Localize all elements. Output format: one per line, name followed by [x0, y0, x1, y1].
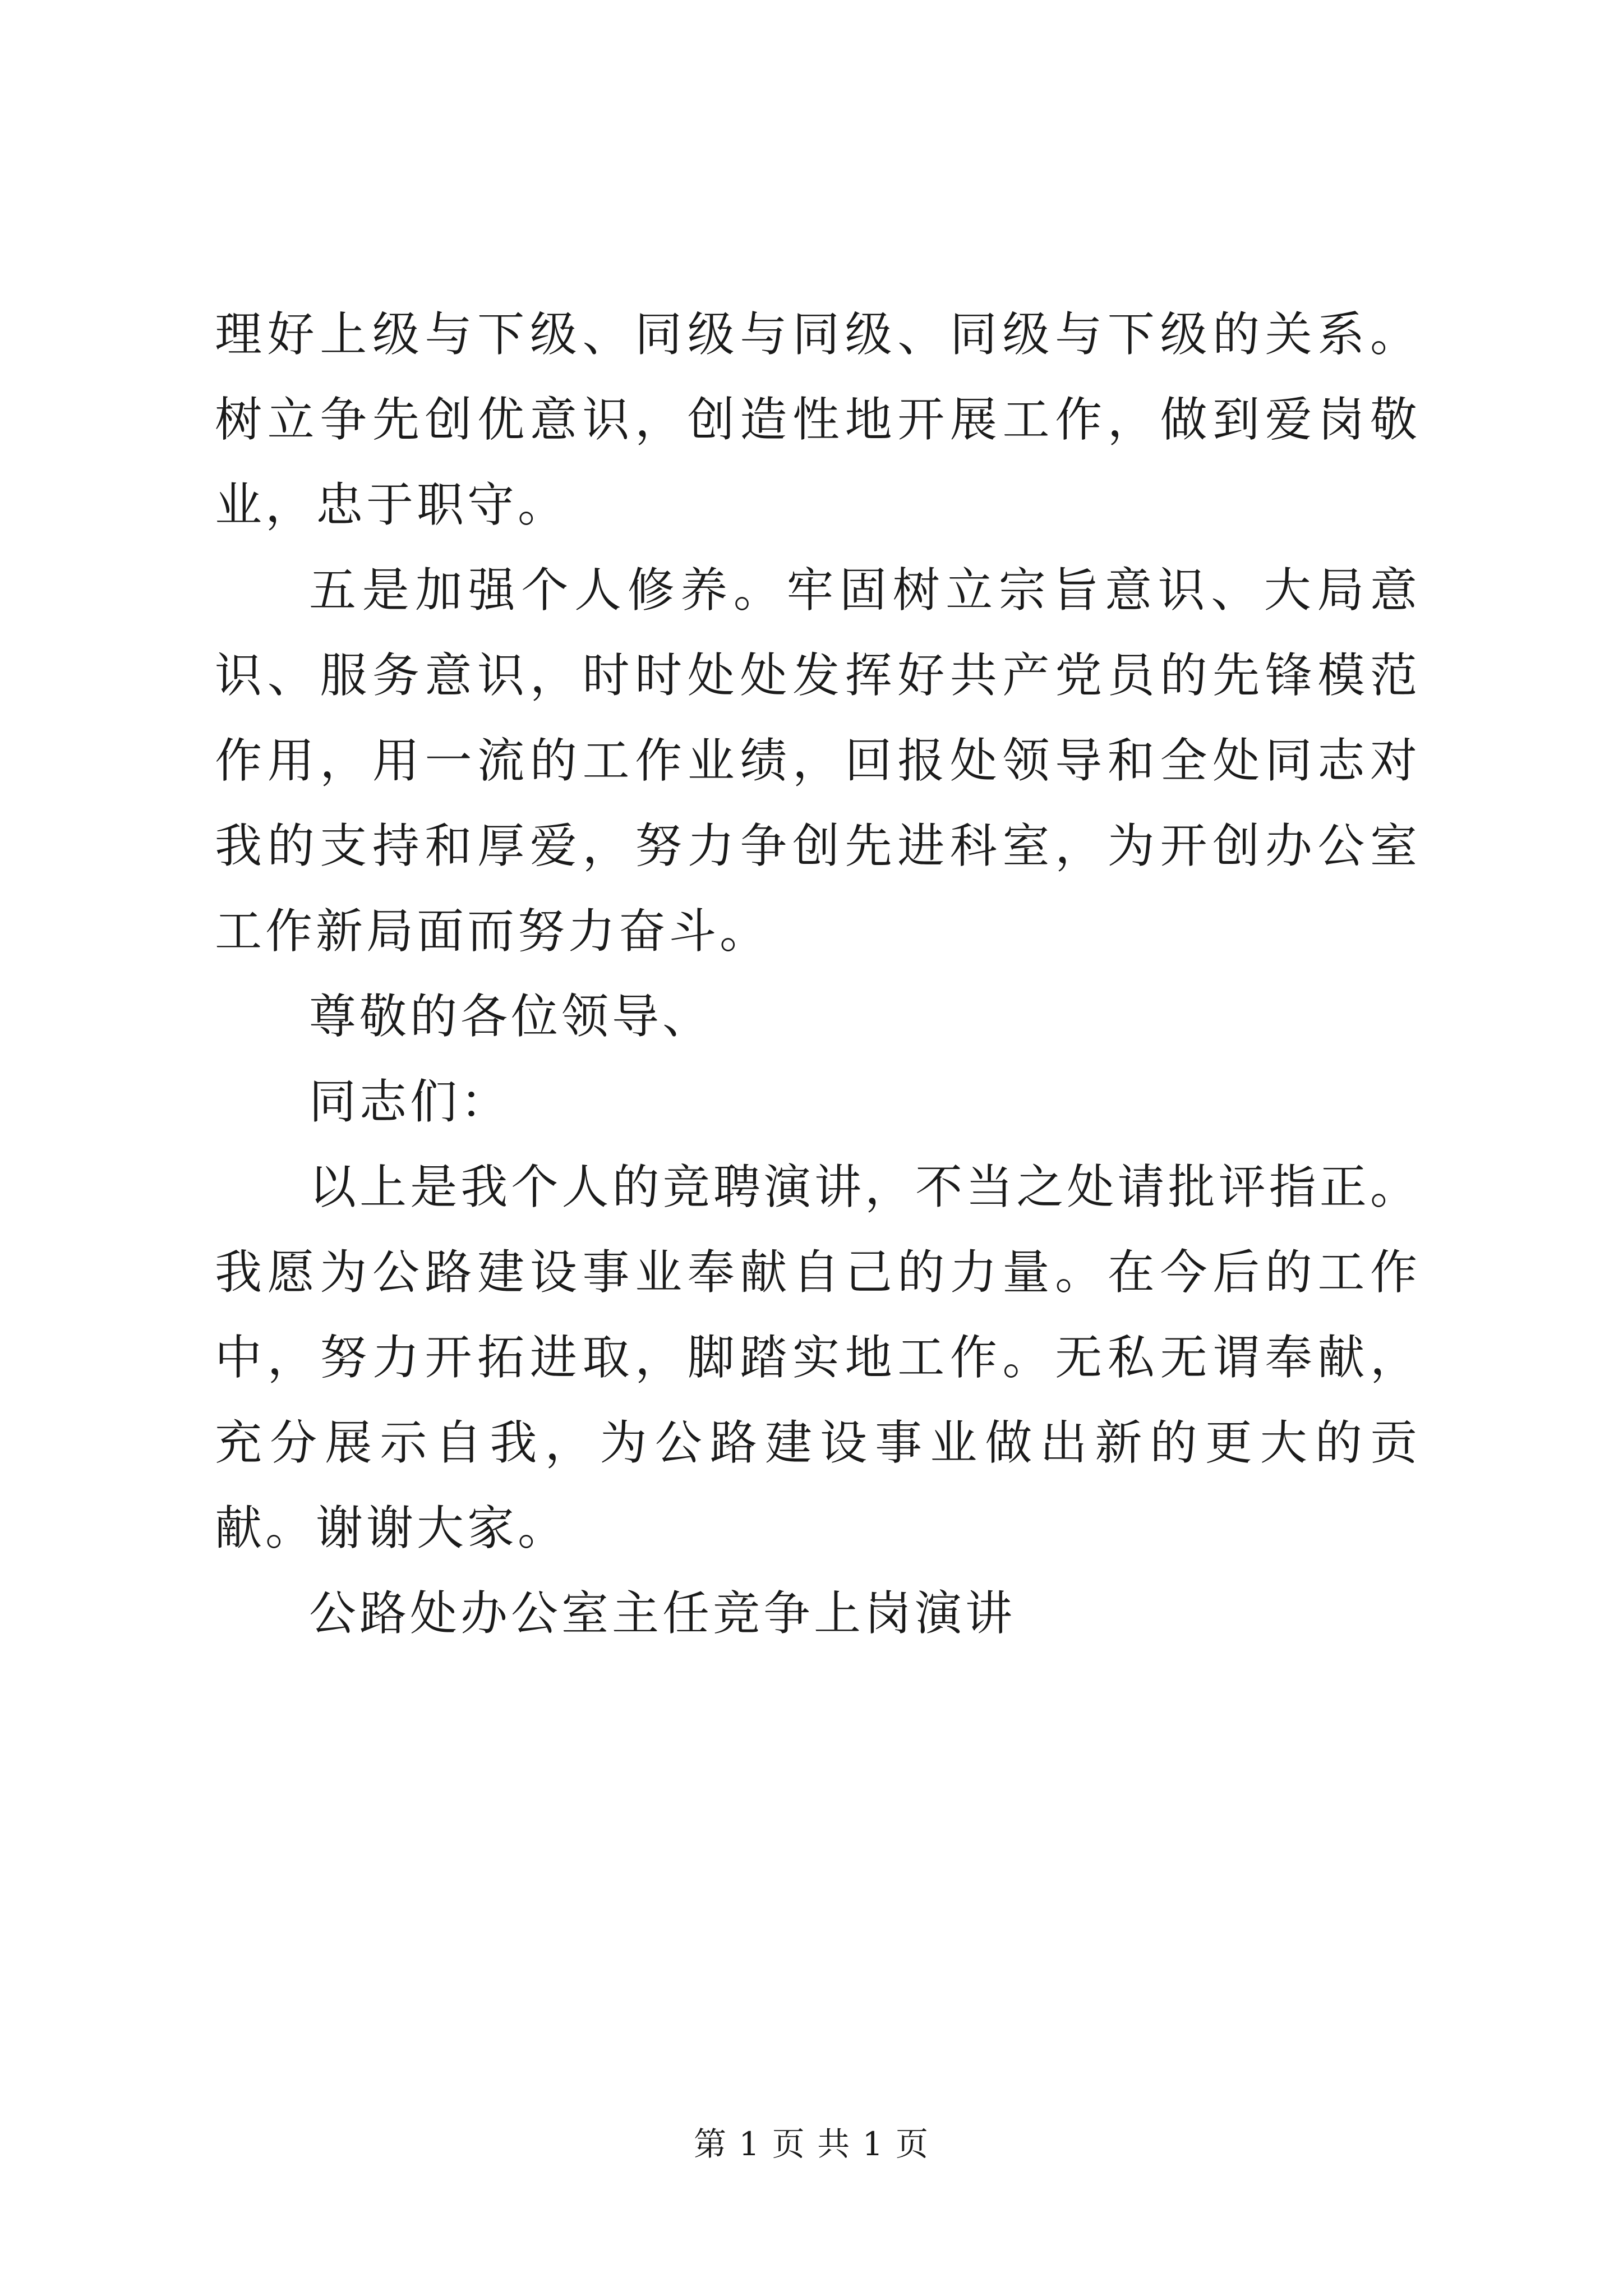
paragraph-salutation-comrades: 同志们： — [309, 1074, 511, 1129]
paragraph-closing: 以上是我个人的竞聘演讲，不当之处请批评指正。我愿为公路建设事业奉献自己的力量。在今后的工作中，努力开拓进取，脚踏实地工作。无私无谓奉献，充分展示自我，为公路建设事业做出新的更大的贡献。谢谢大家。 — [215, 1159, 1421, 1556]
paragraph-personal-cultivation: 五是加强个人修养。牢固树立宗旨意识、大局意识、服务意识，时时处处发挥好共产党员的先锋模范作用，用一流的工作业绩，回报处领导和全处同志对我的支持和厚爱，努力争创先进科室，为开创办公室工作新局面而努力奋斗。 — [215, 563, 1421, 959]
document-body — [215, 292, 1421, 1656]
page-footer: 第 1 页 共 1 页 — [694, 2125, 929, 2163]
paragraph-speech-title: 公路处办公室主任竞争上岗演讲 — [309, 1586, 1016, 1641]
paragraph-continued: 理好上级与下级、同级与同级、同级与下级的关系。树立争先创优意识，创造性地开展工作，做到爱岗敬业，忠于职守。 — [215, 307, 1421, 532]
paragraph-salutation-leaders: 尊敬的各位领导、 — [309, 989, 713, 1044]
